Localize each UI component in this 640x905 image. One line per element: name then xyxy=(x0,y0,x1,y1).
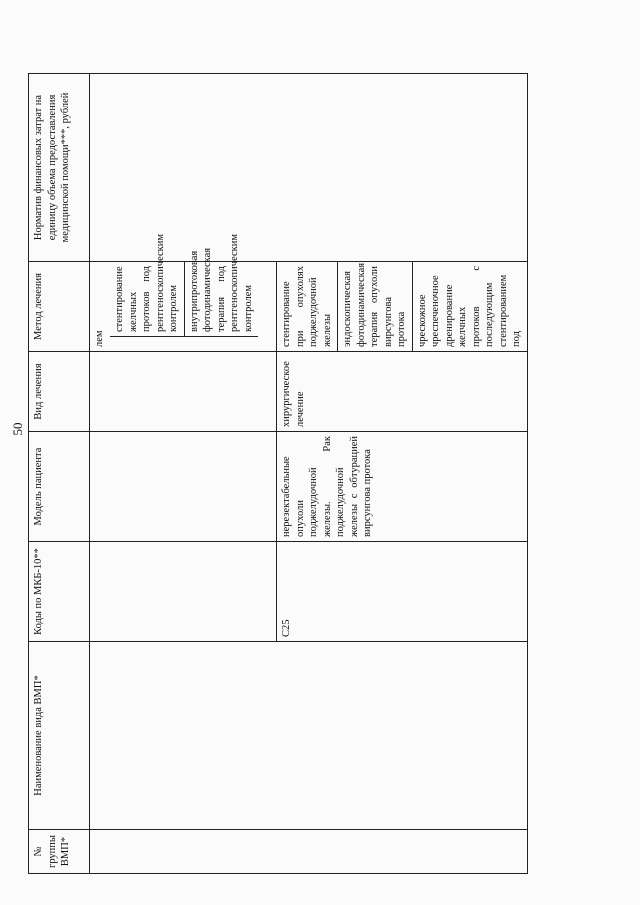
header-mkb: Коды по МКБ-10** xyxy=(29,542,90,642)
header-row xyxy=(29,74,90,874)
header-treatment: Вид лечения xyxy=(29,352,90,432)
group-cell xyxy=(90,830,528,874)
name-cell xyxy=(90,642,528,830)
method-item: лем xyxy=(94,330,105,347)
method-item: внутрипротоковая фотодинамическая терапия под рентгеноскопическим контролем xyxy=(184,262,259,336)
treatment-cell: хирургическое лечение xyxy=(277,352,528,432)
model-cell: нерезектабельные опухоли поджелудочной железы. Рак поджелудочной железы с обтурацией вирсунгова протока xyxy=(277,432,528,542)
method-item: эндоскопическая фотодинамическая терапия опухоли вирсунгова протока xyxy=(337,262,412,351)
method-item: стентирование желчных протоков под рентгеноскопическим контролем xyxy=(114,233,179,332)
document-page xyxy=(10,24,548,874)
header-model: Модель пациента xyxy=(29,432,90,542)
vmp-table xyxy=(28,73,528,874)
treatment-cell xyxy=(90,352,277,432)
table-row xyxy=(90,74,277,874)
header-name: Наименование вида ВМП* xyxy=(29,642,90,830)
method-cell xyxy=(90,233,277,352)
page-number: 50 xyxy=(10,422,25,436)
header-group: № группы ВМП* xyxy=(29,830,90,874)
header-norm: Норматив финансовых затрат на единицу объема предоставления медицинской помощи***, рублей xyxy=(29,74,90,262)
method-item: чрескожное чреспеченочное дренирование желчных протоков с последующим стентированием под xyxy=(412,262,527,351)
method-subgroup xyxy=(110,233,258,337)
mkb-cell: C25 xyxy=(277,542,528,642)
model-cell xyxy=(90,432,277,542)
method-cell xyxy=(277,262,528,352)
mkb-cell xyxy=(90,542,277,642)
header-method: Метод лечения xyxy=(29,262,90,352)
method-item: стентирование при опухолях поджелудочной железы xyxy=(281,266,333,347)
